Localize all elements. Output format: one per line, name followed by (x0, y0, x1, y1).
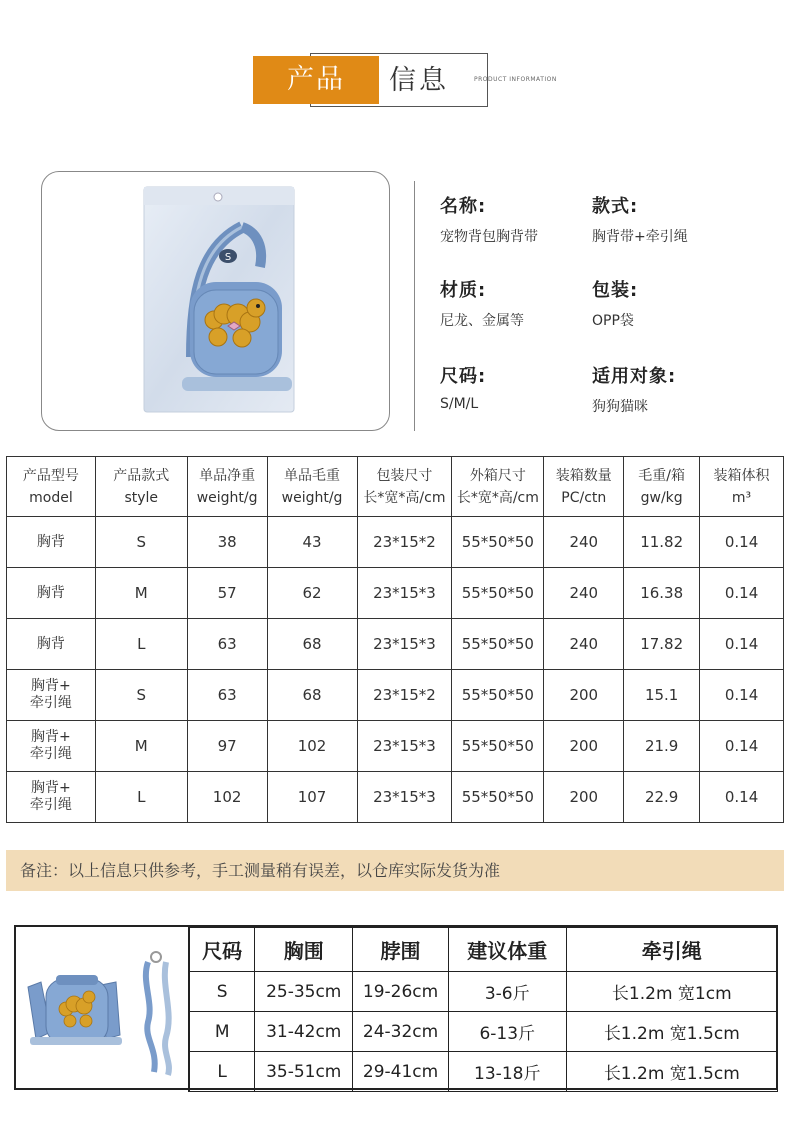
size-value: S/M/L (440, 396, 479, 412)
header-neck: 脖围 (353, 928, 449, 972)
header-cell: 产品型号 model (7, 457, 96, 517)
cell-qty: 240 (544, 517, 624, 568)
packaged-harness-illustration (42, 172, 390, 431)
cell-net: 102 (187, 772, 267, 823)
cell-leash: 长1.2m 宽1.5cm (566, 1012, 777, 1052)
cell-neck: 24-32cm (353, 1012, 449, 1052)
header-weight: 建议体重 (448, 928, 566, 972)
header-cell: 产品款式 style (95, 457, 187, 517)
table-row (189, 1012, 778, 1052)
header-subtitle: PRODUCT INFORMATION (474, 76, 557, 83)
section-header (253, 53, 563, 108)
table-row (7, 517, 784, 568)
cell-chest: 31-42cm (255, 1012, 353, 1052)
cell-size: S (189, 972, 255, 1012)
cell-net: 57 (187, 568, 267, 619)
product-photo (41, 171, 390, 431)
size-table (188, 927, 778, 1092)
cell-vol: 0.14 (700, 670, 784, 721)
size-tag: S (224, 252, 232, 263)
cell-neck: 19-26cm (353, 972, 449, 1012)
cell-gross: 107 (267, 772, 357, 823)
cell-net: 97 (187, 721, 267, 772)
cell-weight: 13-18斤 (448, 1052, 566, 1092)
header-leash: 牵引绳 (566, 928, 777, 972)
target-label: 适用对象: (592, 366, 677, 387)
info-divider (414, 181, 415, 431)
cell-gw: 15.1 (624, 670, 700, 721)
cell-size: M (189, 1012, 255, 1052)
cell-net: 38 (187, 517, 267, 568)
harness-illustration (16, 927, 188, 1088)
cell-gross: 68 (267, 670, 357, 721)
cell-qty: 240 (544, 568, 624, 619)
package-value: OPP袋 (592, 313, 634, 329)
size-chart (14, 925, 778, 1090)
header-cell: 装箱数量 PC/ctn (544, 457, 624, 517)
cell-model: 胸背 (7, 619, 96, 670)
cell-vol: 0.14 (700, 721, 784, 772)
cell-pack: 23*15*2 (357, 670, 452, 721)
size-table-header (189, 928, 778, 972)
spec-table-header (7, 457, 784, 517)
cell-net: 63 (187, 619, 267, 670)
cell-net: 63 (187, 670, 267, 721)
header-cell: 单品净重 weight/g (187, 457, 267, 517)
cell-style: S (95, 670, 187, 721)
cell-style: L (95, 772, 187, 823)
table-row (7, 772, 784, 823)
cell-vol: 0.14 (700, 772, 784, 823)
table-row (7, 619, 784, 670)
cell-vol: 0.14 (700, 568, 784, 619)
cell-model: 胸背 (7, 568, 96, 619)
header-cell: 外箱尺寸 长*宽*高/cm (452, 457, 544, 517)
package-label: 包装: (592, 280, 639, 301)
cell-qty: 200 (544, 670, 624, 721)
table-row (7, 721, 784, 772)
cell-gross: 68 (267, 619, 357, 670)
cell-vol: 0.14 (700, 619, 784, 670)
cell-gw: 21.9 (624, 721, 700, 772)
header-chest: 胸围 (255, 928, 353, 972)
cell-style: L (95, 619, 187, 670)
cell-pack: 23*15*2 (357, 517, 452, 568)
cell-model: 胸背+ 牵引绳 (7, 772, 96, 823)
cell-gw: 16.38 (624, 568, 700, 619)
cell-model: 胸背+ 牵引绳 (7, 721, 96, 772)
cell-box: 55*50*50 (452, 670, 544, 721)
target-value: 狗狗猫咪 (592, 399, 648, 415)
cell-gross: 62 (267, 568, 357, 619)
cell-pack: 23*15*3 (357, 772, 452, 823)
cell-chest: 25-35cm (255, 972, 353, 1012)
size-label: 尺码: (440, 366, 487, 387)
cell-weight: 3-6斤 (448, 972, 566, 1012)
cell-chest: 35-51cm (255, 1052, 353, 1092)
cell-gw: 22.9 (624, 772, 700, 823)
cell-qty: 200 (544, 772, 624, 823)
cell-qty: 240 (544, 619, 624, 670)
cell-neck: 29-41cm (353, 1052, 449, 1092)
table-row (189, 972, 778, 1012)
cell-leash: 长1.2m 宽1.5cm (566, 1052, 777, 1092)
note-banner: 备注：以上信息只供参考，手工测量稍有误差，以仓库实际发货为准 (6, 850, 784, 891)
material-value: 尼龙、金属等 (440, 313, 524, 329)
header-cell: 单品毛重 weight/g (267, 457, 357, 517)
header-size: 尺码 (189, 928, 255, 972)
table-row (7, 670, 784, 721)
cell-model: 胸背+ 牵引绳 (7, 670, 96, 721)
material-label: 材质: (440, 280, 487, 301)
name-value: 宠物背包胸背带 (440, 229, 538, 245)
cell-pack: 23*15*3 (357, 721, 452, 772)
cell-style: M (95, 568, 187, 619)
cell-pack: 23*15*3 (357, 619, 452, 670)
name-label: 名称: (440, 196, 487, 217)
cell-style: S (95, 517, 187, 568)
cell-qty: 200 (544, 721, 624, 772)
table-row (189, 1052, 778, 1092)
table-row (7, 568, 784, 619)
header-cell: 装箱体积 m³ (700, 457, 784, 517)
header-title-part1: 产品 (253, 56, 379, 104)
cell-vol: 0.14 (700, 517, 784, 568)
cell-gw: 11.82 (624, 517, 700, 568)
cell-box: 55*50*50 (452, 517, 544, 568)
cell-leash: 长1.2m 宽1cm (566, 972, 777, 1012)
header-cell: 包装尺寸 长*宽*高/cm (357, 457, 452, 517)
cell-gross: 102 (267, 721, 357, 772)
header-title-part2: 信息 (389, 65, 449, 96)
cell-model: 胸背 (7, 517, 96, 568)
cell-style: M (95, 721, 187, 772)
cell-gross: 43 (267, 517, 357, 568)
cell-box: 55*50*50 (452, 772, 544, 823)
header-cell: 毛重/箱 gw/kg (624, 457, 700, 517)
harness-leash-image (16, 927, 188, 1088)
cell-box: 55*50*50 (452, 619, 544, 670)
style-label: 款式: (592, 196, 639, 217)
cell-size: L (189, 1052, 255, 1092)
cell-pack: 23*15*3 (357, 568, 452, 619)
cell-gw: 17.82 (624, 619, 700, 670)
cell-box: 55*50*50 (452, 568, 544, 619)
cell-weight: 6-13斤 (448, 1012, 566, 1052)
style-value: 胸背带+牵引绳 (592, 229, 688, 245)
spec-table (6, 456, 784, 823)
cell-box: 55*50*50 (452, 721, 544, 772)
